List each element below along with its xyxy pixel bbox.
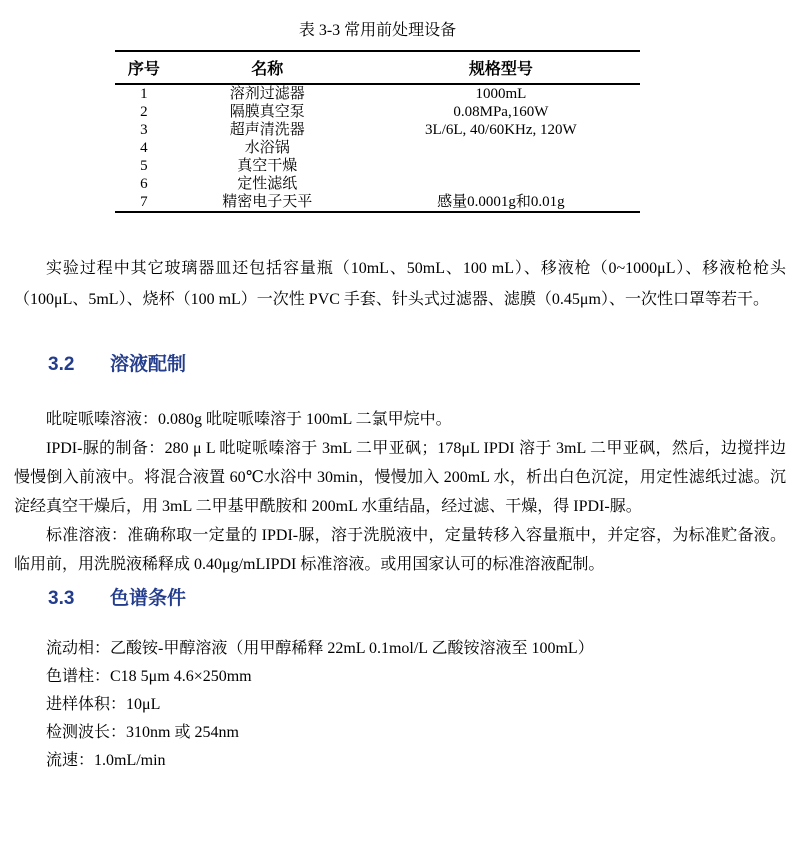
cell-spec: 1000mL: [475, 86, 527, 102]
table-caption: 表 3-3 常用前处理设备: [298, 22, 457, 39]
paragraph-standard-solution: 标准溶液：准确称取一定量的 IPDI-脲，溶于洗脱液中，定量转移入容量瓶中，并定容，为标准贮备液。临用前，用洗脱液稀释成 0.40μg/mLIPDI 标准溶液。或用国家认可的标准溶液配制。: [14, 527, 786, 573]
cell-index: 3: [140, 122, 148, 138]
table-row: [115, 139, 640, 157]
section-number: 3.2: [48, 354, 75, 375]
paragraph-glassware: 实验过程中其它玻璃器皿还包括容量瓶（10mL、50mL、100 mL）、移液枪（0~1000μL）、移液枪枪头（100μL、5mL）、烧杯（100 mL）一次性 PVC 手套、针头式过滤器、滤膜（0.45μm）、一次性口罩等若干。: [14, 260, 786, 308]
section-heading-3-3: [48, 587, 786, 611]
col-header-index: 序号: [115, 51, 173, 84]
table-row: [115, 193, 640, 212]
cell-name: 超声清洗器: [229, 122, 305, 138]
cell-name: 真空干燥: [237, 158, 298, 174]
cell-name: 隔膜真空泵: [229, 104, 305, 120]
table-row: [115, 157, 640, 175]
table-row: [115, 103, 640, 121]
col-header-spec: 规格型号: [362, 51, 640, 84]
condition-injection-volume: 进样体积：10μL: [46, 696, 161, 713]
col-header-name: 名称: [173, 51, 362, 84]
cell-index: 1: [140, 86, 148, 102]
cell-spec: [362, 175, 640, 193]
table-row: [115, 175, 640, 193]
cell-spec: 感量0.0001g和0.01g: [437, 194, 565, 210]
cell-spec: [362, 139, 640, 157]
section-3-3-body: [14, 635, 786, 775]
section-heading-3-2: [48, 353, 786, 377]
paragraph-ipdi-urea-prep: IPDI-脲的制备：280 μ L 吡啶哌嗪溶于 3mL 二甲亚砜；178μL IPDI 溶于 3mL 二甲亚砜，然后，边搅拌边慢慢倒入前液中。将混合液置 60℃水浴中 30min，慢慢加入 200mL 水，析出白色沉淀，用定性滤纸过滤。沉淀经真空干燥后，用 3mL 二甲基甲酰胺和 200mL 水重结晶，经过滤、干燥，得 IPDI-脲。: [14, 440, 786, 515]
condition-mobile-phase: 流动相：乙酸铵-甲醇溶液（用甲醇稀释 22mL 0.1mol/L 乙酸铵溶液至 100mL）: [46, 640, 594, 657]
cell-name: 溶剂过滤器: [229, 86, 305, 102]
cell-index: 7: [140, 194, 148, 210]
section-title: 溶液配制: [110, 354, 187, 375]
condition-flow-rate: 流速：1.0mL/min: [46, 752, 166, 769]
cell-index: 5: [140, 158, 148, 174]
cell-index: 6: [140, 176, 148, 192]
section-number: 3.3: [48, 588, 75, 609]
cell-spec: [362, 157, 640, 175]
section-title: 色谱条件: [110, 588, 187, 609]
cell-index: 2: [140, 104, 148, 120]
cell-index: 4: [140, 140, 148, 156]
cell-name: 定性滤纸: [237, 176, 298, 192]
cell-spec: 3L/6L, 40/60KHz, 120W: [425, 122, 577, 138]
condition-column: 色谱柱：C18 5μm 4.6×250mm: [46, 668, 252, 685]
cell-name: 精密电子天平: [222, 194, 313, 210]
condition-detection-wavelength: 检测波长：310nm 或 254nm: [46, 724, 239, 741]
table-row: [115, 84, 640, 103]
cell-name: 水浴锅: [244, 140, 290, 156]
table-header-row: [115, 51, 640, 84]
equipment-table: [115, 50, 640, 213]
table-row: [115, 121, 640, 139]
paragraph-pyridine-solution: 吡啶哌嗪溶液：0.080g 吡啶哌嗪溶于 100mL 二氯甲烷中。: [46, 411, 452, 428]
section-3-2-body: [14, 405, 786, 579]
cell-spec: 0.08MPa,160W: [453, 104, 549, 120]
